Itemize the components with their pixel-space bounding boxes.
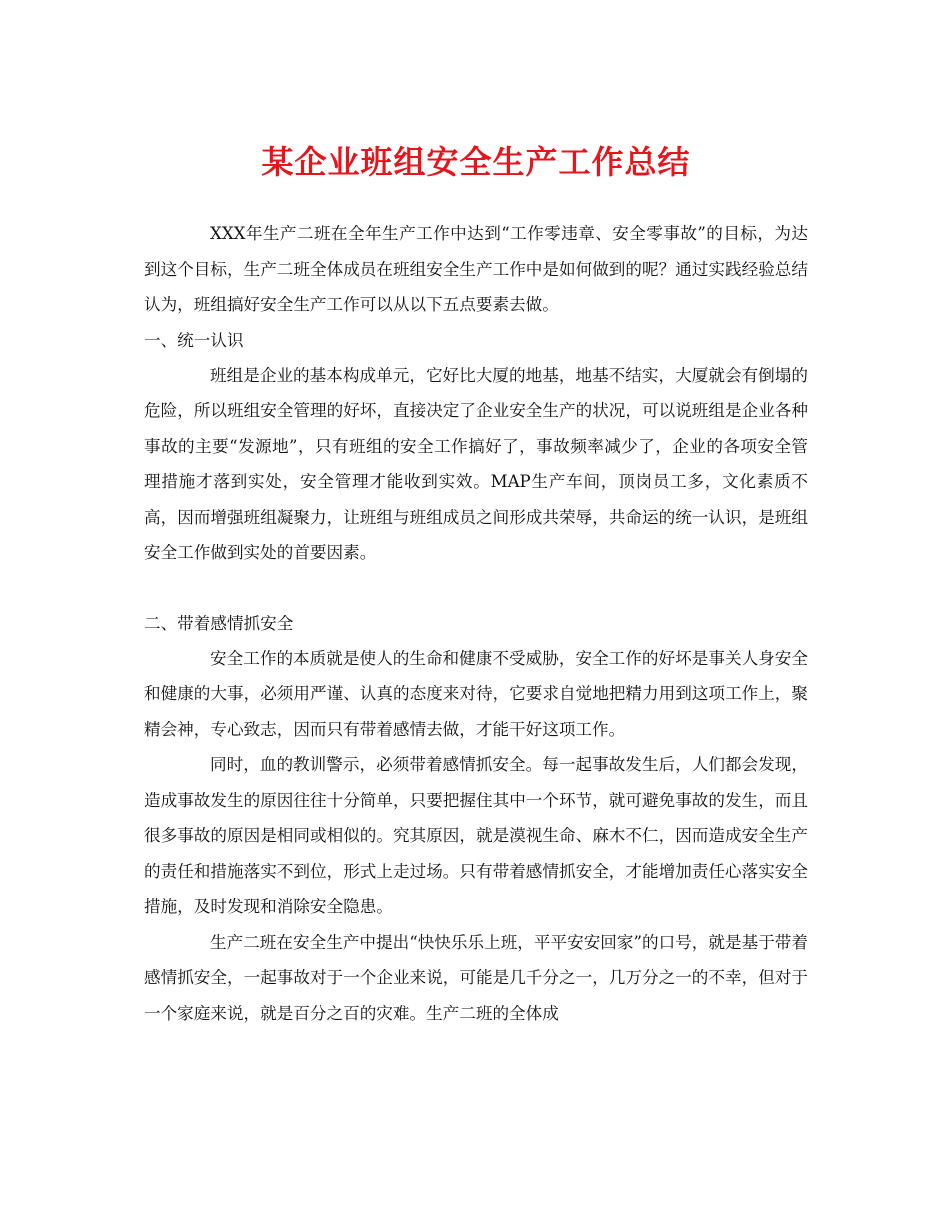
section-heading-1: 一、统一认识: [144, 330, 244, 350]
intro-paragraph: XXX年生产二班在全年生产工作中达到“工作零违章、安全零事故”的目标，为达到这个目标，生产二班全体成员在班组安全生产工作中是如何做到的呢？通过实践经验总结认为，班组搞好安全生产工作可以从以下五点要素去做。: [144, 224, 808, 314]
section2-paragraph-1: 安全工作的本质就是使人的生命和健康不受威胁，安全工作的好坏是事关人身安全和健康的大事，必须用严谨、认真的态度来对待，它要求自觉地把精力用到这项工作上，聚精会神，专心致志，因而只有带着感情去做，才能干好这项工作。: [144, 648, 808, 739]
document-title: 某企业班组安全生产工作总结: [261, 143, 691, 181]
section2-paragraph-3: 生产二班在安全生产中提出“快快乐乐上班，平平安安回家”的口号，就是基于带着感情抓安全，一起事故对于一个企业来说，可能是几千分之一，几万分之一的不幸，但对于一个家庭来说，就是百分之百的灾难。生产二班的全体成: [144, 932, 808, 1023]
section1-paragraph-1: 班组是企业的基本构成单元，它好比大厦的地基，地基不结实，大厦就会有倒塌的危险，所以班组安全管理的好坏，直接决定了企业安全生产的状况，可以说班组是企业各种事故的主要“发源地”，只有班组的安全工作搞好了，事故频率减少了，企业的各项安全管理措施才落到实处，安全管理才能收到实效。MAP生产车间，顶岗员工多，文化素质不高，因而增强班组凝聚力，让班组与班组成员之间形成共荣辱，共命运的统一认识，是班组安全工作做到实处的首要因素。: [144, 365, 808, 562]
paragraph-spacer: [144, 571, 808, 606]
document-body: [144, 216, 808, 1031]
section-heading-2: 二、带着感情抓安全: [144, 613, 294, 633]
section2-paragraph-2: 同时，血的教训警示，必须带着感情抓安全。每一起事故发生后，人们都会发现，造成事故发生的原因往往十分简单，只要把握住其中一个环节，就可避免事故的发生，而且很多事故的原因是相同或相似的。究其原因，就是漠视生命、麻木不仁，因而造成安全生产的责任和措施落实不到位，形式上走过场。只有带着感情抓安全，才能增加责任心落实安全措施，及时发现和消除安全隐患。: [144, 755, 808, 916]
